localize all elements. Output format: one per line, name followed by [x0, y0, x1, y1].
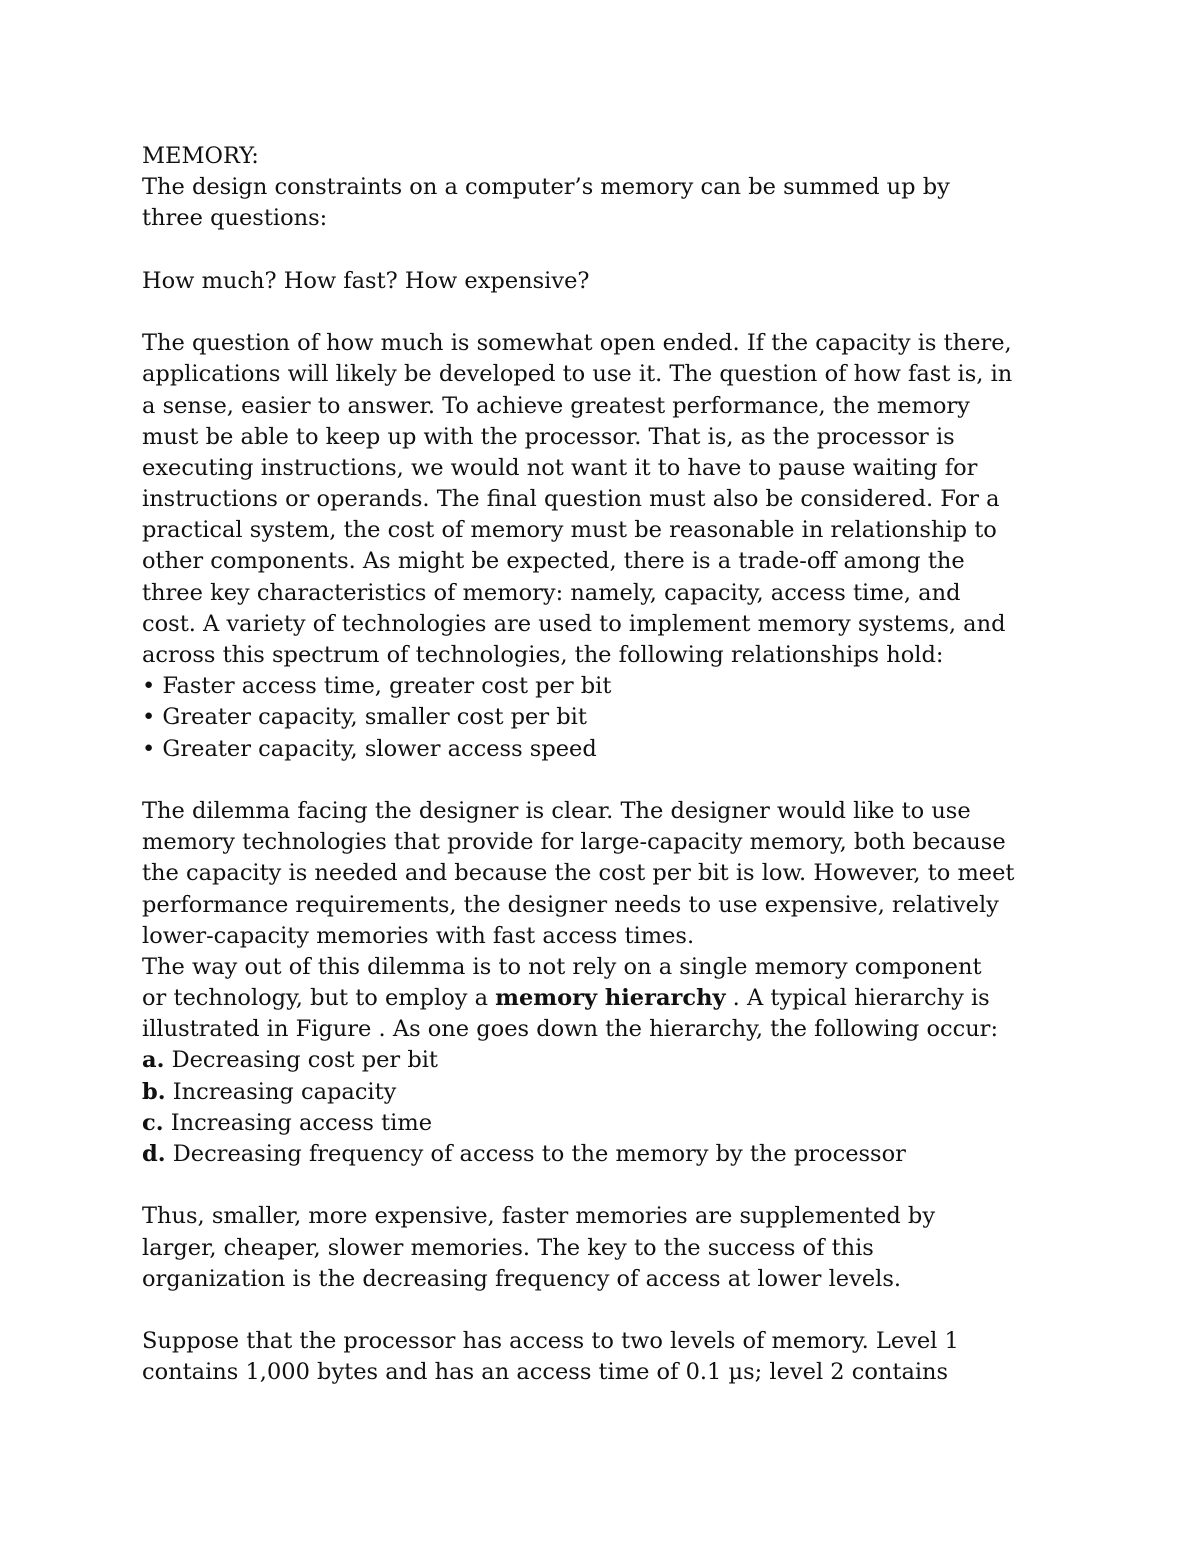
paragraph-spacer	[142, 1295, 1072, 1326]
list-text: Increasing capacity	[165, 1078, 397, 1105]
paragraph-line: The dilemma facing the designer is clear. The designer would like to use	[142, 797, 971, 824]
paragraph-line: across this spectrum of technologies, the following relationships hold:	[142, 642, 944, 668]
paragraph-line: Suppose that the processor has access to two levels of memory. Level 1	[142, 1328, 959, 1355]
paragraph-line: three key characteristics of memory: namely, capacity, access time, and	[142, 579, 961, 606]
list-text: Decreasing cost per bit	[164, 1047, 438, 1074]
list-marker: d.	[142, 1141, 166, 1167]
list-text: Decreasing frequency of access to the memory by the processor	[165, 1141, 906, 1167]
paragraph-line: memory technologies that provide for large-capacity memory, both because	[142, 829, 1006, 856]
paragraph-line: executing instructions, we would not want it to have to pause waiting for	[142, 454, 978, 481]
intro-line: The design constraints on a computer’s memory can be summed up by	[142, 174, 950, 201]
paragraph-line: must be able to keep up with the processor. That is, as the processor is	[142, 423, 955, 450]
paragraph-spacer	[142, 235, 1072, 266]
paragraph-line: lower-capacity memories with fast access times.	[142, 922, 695, 949]
paragraph-line: a sense, easier to answer. To achieve greatest performance, the memory	[142, 392, 970, 419]
document-page	[142, 141, 1072, 1389]
list-item-d	[142, 1139, 1072, 1170]
paragraph-spacer	[142, 1170, 1072, 1201]
questions-line: How much? How fast? How expensive?	[142, 267, 590, 294]
bullet-item: • Greater capacity, smaller cost per bit	[142, 704, 587, 731]
paragraph-spacer	[142, 765, 1072, 796]
paragraph-line: performance requirements, the designer needs to use expensive, relatively	[142, 891, 999, 918]
list-item-b	[142, 1077, 1072, 1108]
bullet-item: • Faster access time, greater cost per bit	[142, 673, 612, 700]
intro-line: three questions:	[142, 205, 328, 232]
paragraph-spacer	[142, 297, 1072, 328]
document-heading: MEMORY:	[142, 143, 259, 169]
paragraph-line: applications will likely be developed to use it. The question of how fast is, in	[142, 361, 1013, 388]
paragraph-line: cost. A variety of technologies are used to implement memory systems, and	[142, 610, 1006, 637]
paragraph-line: other components. As might be expected, there is a trade-off among the	[142, 548, 965, 575]
hierarchy-line-after: . A typical hierarchy is	[725, 985, 990, 1012]
list-text: Increasing access time	[163, 1109, 433, 1136]
list-item-c	[142, 1108, 1072, 1139]
paragraph-line: the capacity is needed and because the cost per bit is low. However, to meet	[142, 860, 1015, 887]
paragraph-line: instructions or operands. The final question must also be considered. For a	[142, 486, 1000, 513]
list-marker: b.	[142, 1078, 166, 1105]
memory-hierarchy-term: memory hierarchy	[495, 985, 726, 1012]
paragraph-line: The way out of this dilemma is to not rely on a single memory component	[142, 953, 982, 980]
list-item-a	[142, 1045, 1072, 1076]
bullet-item: • Greater capacity, slower access speed	[142, 735, 597, 762]
list-marker: c.	[142, 1109, 164, 1136]
hierarchy-line	[142, 983, 1072, 1014]
paragraph-line: organization is the decreasing frequency of access at lower levels.	[142, 1265, 902, 1292]
paragraph-line: Thus, smaller, more expensive, faster memories are supplemented by	[142, 1203, 936, 1230]
paragraph-line: illustrated in Figure . As one goes down the hierarchy, the following occur:	[142, 1016, 999, 1043]
paragraph-line: practical system, the cost of memory must be reasonable in relationship to	[142, 517, 997, 544]
paragraph-line: larger, cheaper, slower memories. The key to the success of this	[142, 1234, 874, 1261]
paragraph-line: contains 1,000 bytes and has an access time of 0.1 µs; level 2 contains	[142, 1359, 949, 1386]
hierarchy-line-before: or technology, but to employ a	[142, 985, 496, 1012]
list-marker: a.	[142, 1047, 165, 1074]
paragraph-line: The question of how much is somewhat open ended. If the capacity is there,	[142, 330, 1012, 357]
